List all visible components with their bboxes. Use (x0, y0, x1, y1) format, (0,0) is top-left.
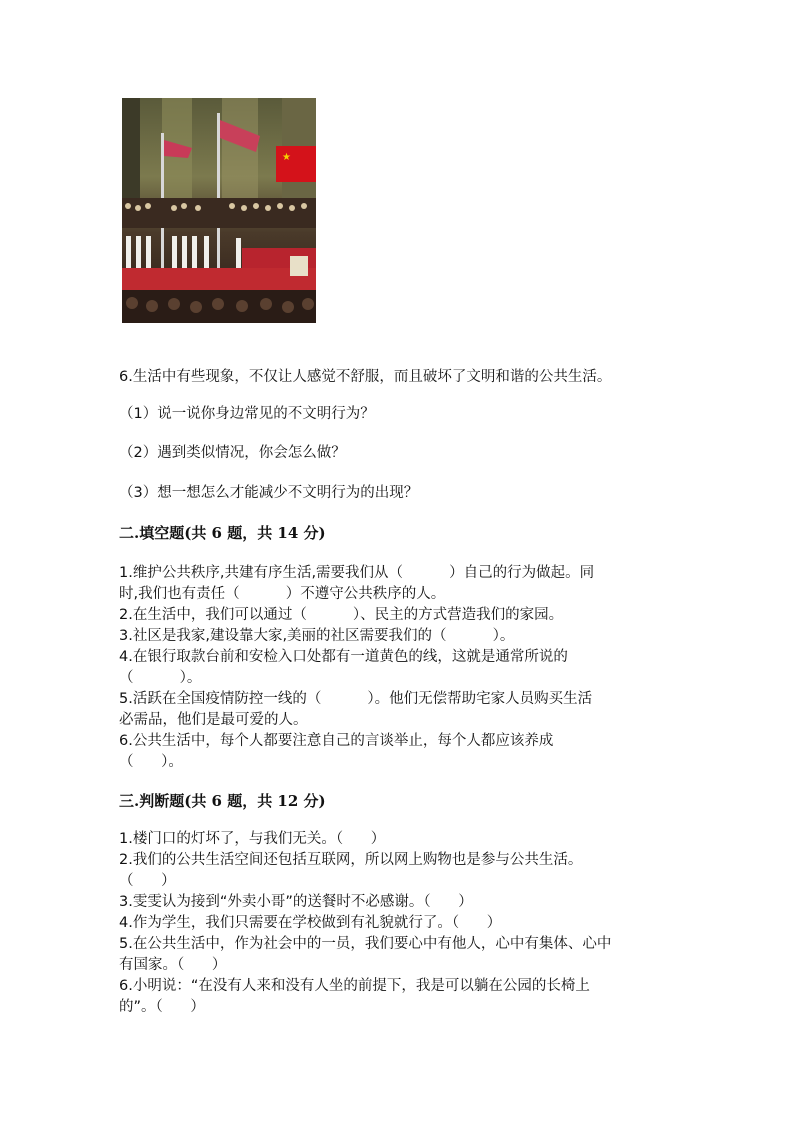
true-false-line: 4.作为学生，我们只需要在学校做到有礼貌就行了。（ ） (119, 915, 502, 931)
true-false-line: 2.我们的公共生活空间还包括互联网，所以网上购物也是参与公共生活。 (119, 852, 583, 868)
true-false-line: 1.楼门口的灯坏了，与我们无关。（ ） (119, 831, 386, 847)
fill-blank-line: 4.在银行取款台前和安检入口处都有一道黄色的线，这就是通常所说的 (119, 649, 568, 665)
fill-blank-line: 时,我们也有责任（ ）不遵守公共秩序的人。 (119, 586, 446, 602)
fill-blank-line: 必需品，他们是最可爱的人。 (119, 712, 308, 728)
true-false-line: 3.雯雯认为接到“外卖小哥”的送餐时不必感谢。（ ） (119, 894, 473, 910)
fill-blank-line: （ ）。 (119, 754, 183, 770)
section-3-title: 三.判断题(共 6 题，共 12 分) (119, 792, 326, 810)
fill-blank-line: （ ）。 (119, 670, 202, 686)
true-false-line: 5.在公共生活中，作为社会中的一员，我们要心中有他人，心中有集体、心中 (119, 936, 612, 952)
section-2-title: 二.填空题(共 6 题，共 14 分) (119, 524, 326, 542)
true-false-line: 6.小明说：“在没有人来和没有人坐的前提下，我是可以躺在公园的长椅上 (119, 978, 590, 994)
true-false-line: 有国家。（ ） (119, 957, 227, 973)
question-6-sub-2: （2）遇到类似情况，你会怎么做？ (119, 445, 346, 461)
flag-ceremony-photo (122, 98, 316, 323)
fill-blank-line: 3.社区是我家,建设靠大家,美丽的社区需要我们的（ ）。 (119, 628, 515, 644)
question-6-sub-3: （3）想一想怎么才能减少不文明行为的出现？ (119, 485, 419, 501)
true-false-line: （ ） (119, 873, 176, 889)
question-6-stem: 6.生活中有些现象，不仅让人感觉不舒服，而且破坏了文明和谐的公共生活。 (119, 369, 612, 385)
fill-blank-line: 1.维护公共秩序,共建有序生活,需要我们从（ ）自己的行为做起。同 (119, 565, 595, 581)
fill-blank-line: 2.在生活中，我们可以通过（ ）、民主的方式营造我们的家园。 (119, 607, 564, 623)
question-6-sub-1: （1）说一说你身边常见的不文明行为？ (119, 406, 375, 422)
fill-blank-line: 5.活跃在全国疫情防控一线的（ ）。他们无偿帮助宅家人员购买生活 (119, 691, 593, 707)
fill-blank-line: 6.公共生活中，每个人都要注意自己的言谈举止，每个人都应该养成 (119, 733, 554, 749)
svg-text:★: ★ (282, 152, 291, 163)
true-false-line: 的”。（ ） (119, 999, 205, 1015)
